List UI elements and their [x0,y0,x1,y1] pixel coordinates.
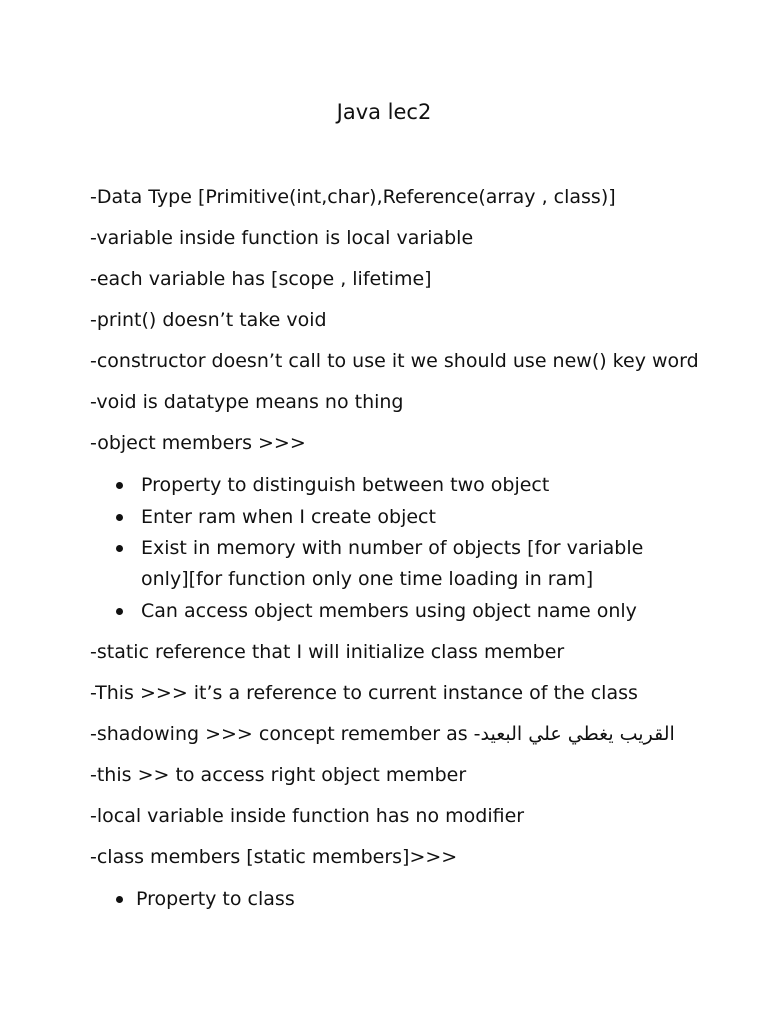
bullet-icon [116,545,123,552]
note-line-data-type: -Data Type [Primitive(int,char),Reference(array , class)] [90,186,616,208]
list-item-text: Property to distinguish between two object [141,474,550,496]
note-line-object-members: -object members >>> [90,432,306,454]
note-line-this-access: -this >> to access right object member [90,764,467,786]
note-line-shadowing: -shadowing >>> concept remember as -القريب يغطي علي البعيد [90,723,675,745]
list-item-text: Exist in memory with number of objects [for variable only][for function only one time loading in ram] [141,537,644,590]
list-item [116,502,436,533]
list-item-text: Enter ram when I create object [141,506,436,528]
document-title: Java lec2 [336,100,432,124]
list-item [116,884,295,915]
note-line-print: -print() doesn’t take void [90,309,327,331]
bullet-icon [116,608,123,615]
note-line-this-reference: -This >>> it’s a reference to current instance of the class [90,682,638,704]
note-line-scope-lifetime: -each variable has [scope , lifetime] [90,268,432,290]
note-line-void: -void is datatype means no thing [90,391,404,413]
list-item [116,596,637,627]
note-line-static: -static reference that I will initialize class member [90,641,565,663]
list-item-text: Property to class [136,888,295,910]
list-item [116,533,661,595]
bullet-icon [116,482,123,489]
list-item-text: Can access object members using object name only [141,600,637,622]
note-line-constructor: -constructor doesn’t call to use it we should use new() key word [90,350,699,372]
note-line-local-variable: -variable inside function is local variable [90,227,474,249]
note-line-local-modifier: -local variable inside function has no modifier [90,805,525,827]
bullet-icon [116,514,123,521]
list-item [116,470,549,501]
note-line-class-members: -class members [static members]>>> [90,846,458,868]
bullet-icon [116,896,123,903]
